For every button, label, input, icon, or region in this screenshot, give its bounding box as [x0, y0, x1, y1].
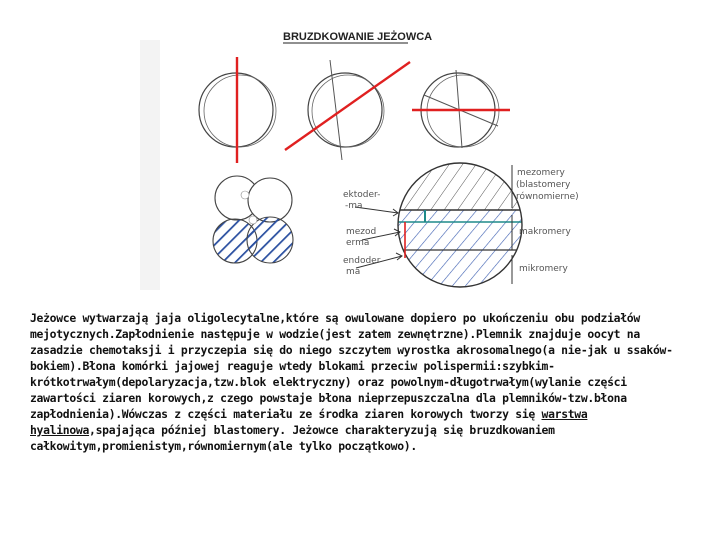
label-endoderma-2: ma	[346, 267, 361, 277]
caption-underlined-term: warstwa hyalinowa	[30, 407, 588, 437]
eight-cell-embryo	[213, 176, 293, 263]
caption-paragraph	[30, 310, 692, 454]
label-mezomery-2: (blastomery	[516, 180, 571, 190]
label-mikromery: mikromery	[519, 264, 568, 274]
label-mezomery-3: równomierne)	[516, 192, 579, 202]
label-mezoderma-1: mezod	[346, 227, 377, 237]
caption-text-2: ,spajająca później blastomery. Jeżowce charakteryzują się bruzdkowaniem całkowitym,promienistym,równomiernym(ale tylko początkowo).	[30, 423, 555, 453]
label-mezoderma-2: erma	[346, 238, 370, 248]
label-mezomery-1: mezomery	[517, 168, 565, 178]
label-ektoderma-1: ektoder-	[343, 190, 381, 200]
label-ektoderma-2: -ma	[345, 201, 363, 211]
cell-two-diagonal	[285, 60, 410, 160]
cell-four-horizontal	[412, 70, 510, 148]
label-makromery: makromery	[519, 227, 571, 237]
faint-artifact	[140, 40, 160, 290]
caption-text-1: Jeżowce wytwarzają jaja oligolecytalne,które są owulowane dopiero po ukończeniu obu podziałów mejotycznych.Zapłodnienie następuje w wodzie(jest zatem zewnętrzne).Plemnik znajduje oocyt na zasadzie chemotaksji i przyczepia się do niego szczytem wyrostka akrosomalnego(a nie-jak u ssaków-bokiem).Błona komórki jajowej reaguje wtedy blokami przeciw polispermii:szybkim-krótkotrwałym(depolaryzacja,tzw.blok elektryczny) oraz powolnym-długotrwałym(wylanie części zawartości ziaren korowych,z czego powstaje błona nieprzepuszczalna dla plemników-tzw.błona zapłodnienia).Wówczas z części materiału ze środka ziaren korowych tworzy się	[30, 311, 673, 421]
cell-one-vertical	[199, 57, 276, 163]
embryo-cross-section	[395, 160, 530, 290]
figure-title: BRUZDKOWANIE JEŻOWCA	[283, 31, 433, 43]
label-endoderma-1: endoder	[343, 256, 381, 266]
